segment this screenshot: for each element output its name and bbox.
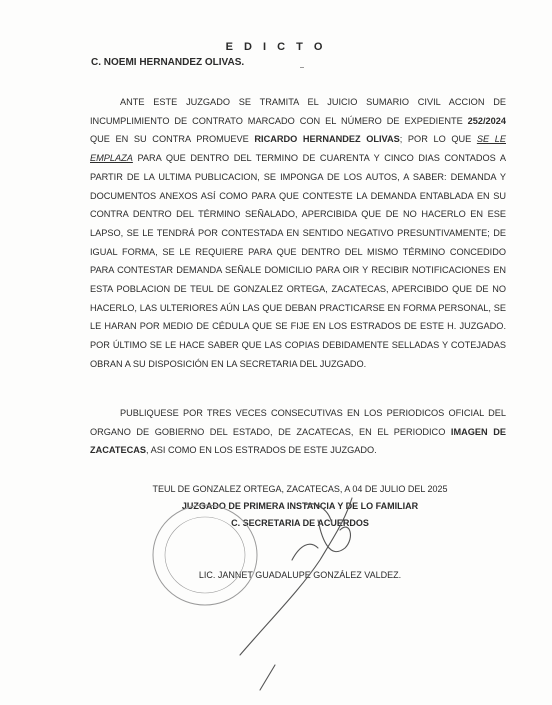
signer-name: LIC. JANNET GUADALUPE GONZÁLEZ VALDEZ.: [198, 570, 402, 580]
case-number: 252/2024: [467, 115, 506, 126]
paragraph-1-text: PARA QUE DENTRO DEL TERMINO DE CUARENTA Y CINCO DIAS CONTADOS A PARTIR DE LA ULTIMA PUBLICACION, SE IMPONGA DE LOS AUTOS, A SABER: DEMANDA Y DOCUMENTOS ANEXOS ASÍ COMO PARA QUE CONTESTE LA DEMANDA ENTABLADA EN SU CONTRA DENTRO DEL TÉRMINO SEÑALADO, APERCIBIDA QUE DE NO HACERLO EN ESE LAPSO, SE LE TENDRÁ POR CONTESTADA EN SENTIDO NEGATIVO PRESUNTIVAMENTE; DE IGUAL FORMA, SE LE REQUIERE PARA QUE DENTRO DEL MISMO TÉRMINO CONCEDIDO PARA CONTESTAR DEMANDA SEÑALE DOMICILIO PARA OIR Y RECIBIR NOTIFICACIONES EN ESTA POBLACION DE TEUL DE GONZALEZ ORTEGA, ZACATECAS, APERCIBIDO QUE DE NO HACERLO, LAS ULTERIORES AÚN LAS QUE DEBAN PRACTICARSE EN FORMA PERSONAL, SE LE HARAN POR MEDIO DE CÉDULA QUE SE FIJE EN LOS ESTRADOS DE ESTE H. JUZGADO. POR ÚLTIMO SE LE HACE SABER QUE LAS COPIAS DEBIDAMENTE SELLADAS Y COTEJADAS OBRAN A SU DISPOSICIÓN EN LA SECRETARIA DEL JUZGADO.: [90, 153, 506, 369]
body-paragraph-2: [90, 404, 506, 460]
court-name: JUZGADO DE PRIMERA INSTANCIA Y DE LO FAMILIAR: [181, 501, 419, 511]
scan-mark: [300, 67, 304, 68]
summons-phrase: SE LE EMPLAZA: [90, 134, 506, 164]
addressee: C. NOEMI HERNANDEZ OLIVAS.: [91, 57, 245, 68]
paragraph-1-text: QUE EN SU CONTRA PROMUEVE: [90, 134, 255, 145]
plaintiff-name: RICARDO HERNANDEZ OLIVAS: [254, 134, 400, 145]
place-date: TEUL DE GONZALEZ ORTEGA, ZACATECAS, A 04 DE JULIO DEL 2025: [152, 484, 448, 494]
paragraph-1-text: ; POR LO QUE: [399, 134, 477, 145]
paragraph-1-text: ANTE ESTE JUZGADO SE TRAMITA EL JUICIO SUMARIO CIVIL ACCION DE INCUMPLIMIENTO DE CONTRATO MARCADO CON EL NÚMERO DE EXPEDIENTE: [90, 97, 506, 126]
paragraph-2-text: , ASI COMO EN LOS ESTRADOS DE ESTE JUZGADO.: [145, 445, 377, 456]
newspaper-name: IMAGEN DE ZACATECAS: [90, 426, 506, 456]
signer-role: C. SECRETARIA DE ACUERDOS: [231, 518, 369, 528]
document-title: E D I C T O: [225, 41, 327, 53]
body-paragraph-1: [90, 93, 506, 374]
paragraph-2-text: PUBLIQUESE POR TRES VECES CONSECUTIVAS EN LOS PERIODICOS OFICIAL DEL ORGANO DE GOBIERNO DEL ESTADO, DE ZACATECAS, EN EL PERIODICO: [90, 408, 506, 437]
